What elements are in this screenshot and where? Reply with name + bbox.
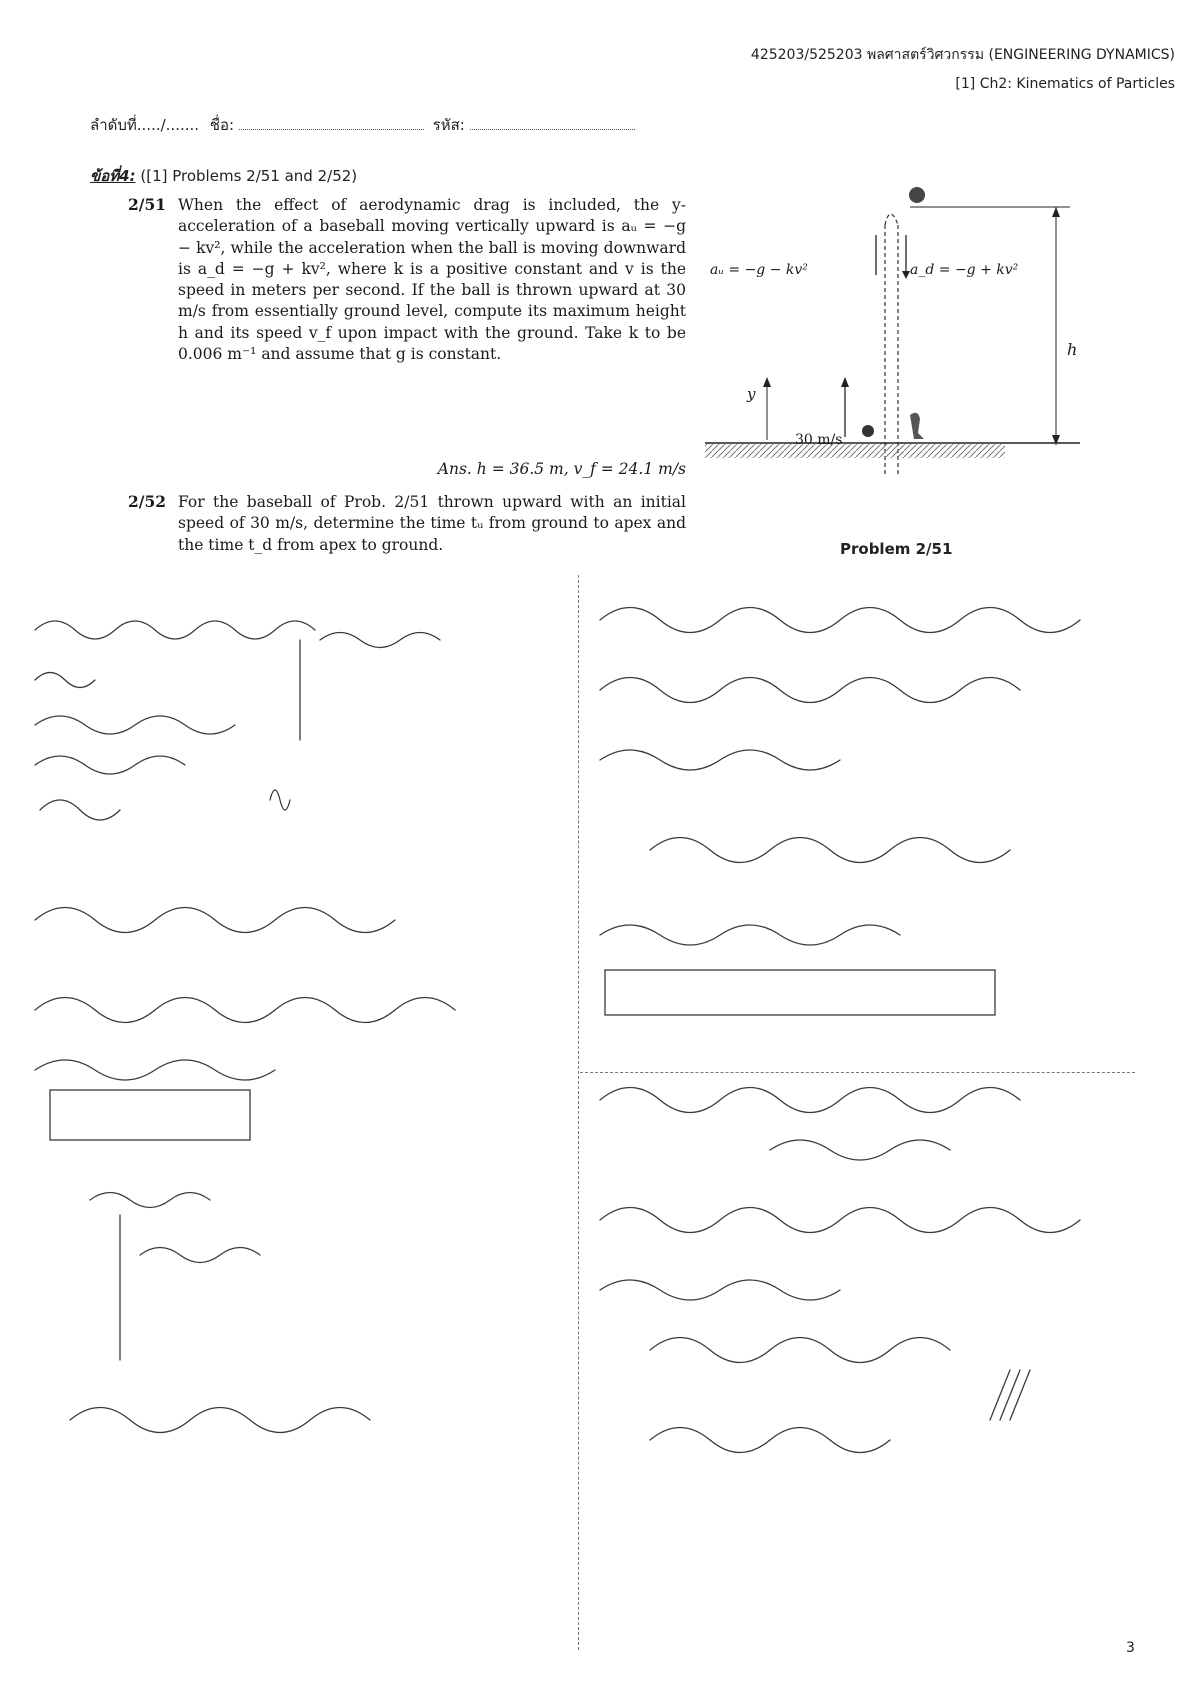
- h-label: h: [1067, 340, 1078, 359]
- form-line: [90, 113, 635, 137]
- chapter-title: [1] Ch2: Kinematics of Particles: [955, 76, 1175, 92]
- ad-label: a_d = −g + kv²: [910, 262, 1019, 278]
- speed-label: 30 m/s: [795, 432, 843, 448]
- baseball-figure: [700, 175, 1100, 515]
- ball-apex-icon: [909, 187, 925, 203]
- course-title: 425203/525203 พลศาสตร์วิศวกรรม (ENGINEERING DYNAMICS): [750, 47, 1175, 63]
- problem-text: For the baseball of Prob. 2/51 thrown upward with an initial speed of 30 m/s, determine the time tᵤ from ground to apex and the time t_d from apex to ground.: [178, 493, 686, 554]
- handwritten-solution-right: [590, 590, 1150, 1650]
- figure-caption: Problem 2/51: [840, 540, 953, 558]
- problem-answer: Ans. h = 36.5 m, v_f = 24.1 m/s: [437, 460, 686, 478]
- id-field[interactable]: [470, 129, 635, 130]
- au-label: aᵤ = −g − kv²: [710, 262, 808, 278]
- page-number: 3: [1126, 1640, 1135, 1656]
- name-field[interactable]: [239, 129, 424, 130]
- column-divider: [578, 575, 579, 1650]
- id-label: รหัส:: [432, 116, 465, 134]
- handwritten-solution-left: [30, 600, 570, 1650]
- y-label: y: [747, 385, 756, 403]
- problem-number: 2/52: [128, 492, 167, 511]
- order-label: ลำดับที่...../.......: [90, 116, 200, 134]
- problem-text: When the effect of aerodynamic drag is included, the y-acceleration of a baseball moving vertically upward is aᵤ = −g − kv², while the acceleration when the ball is moving downward is a_d = −g + kv², where k is a positive constant and v is the speed in meters per second. If the ball is thrown upward at 30 m/s from essentially ground level, compute its maximum height h and its speed v_f upon impact with the ground. Take k to be 0.006 m⁻¹ and assume that g is constant.: [178, 196, 686, 364]
- question-refs: ([1] Problems 2/51 and 2/52): [140, 167, 358, 185]
- question-heading: [90, 164, 357, 188]
- question-label: ข้อที่4:: [90, 167, 136, 185]
- name-label: ชื่อ:: [209, 116, 235, 134]
- problem-number: 2/51: [128, 195, 167, 214]
